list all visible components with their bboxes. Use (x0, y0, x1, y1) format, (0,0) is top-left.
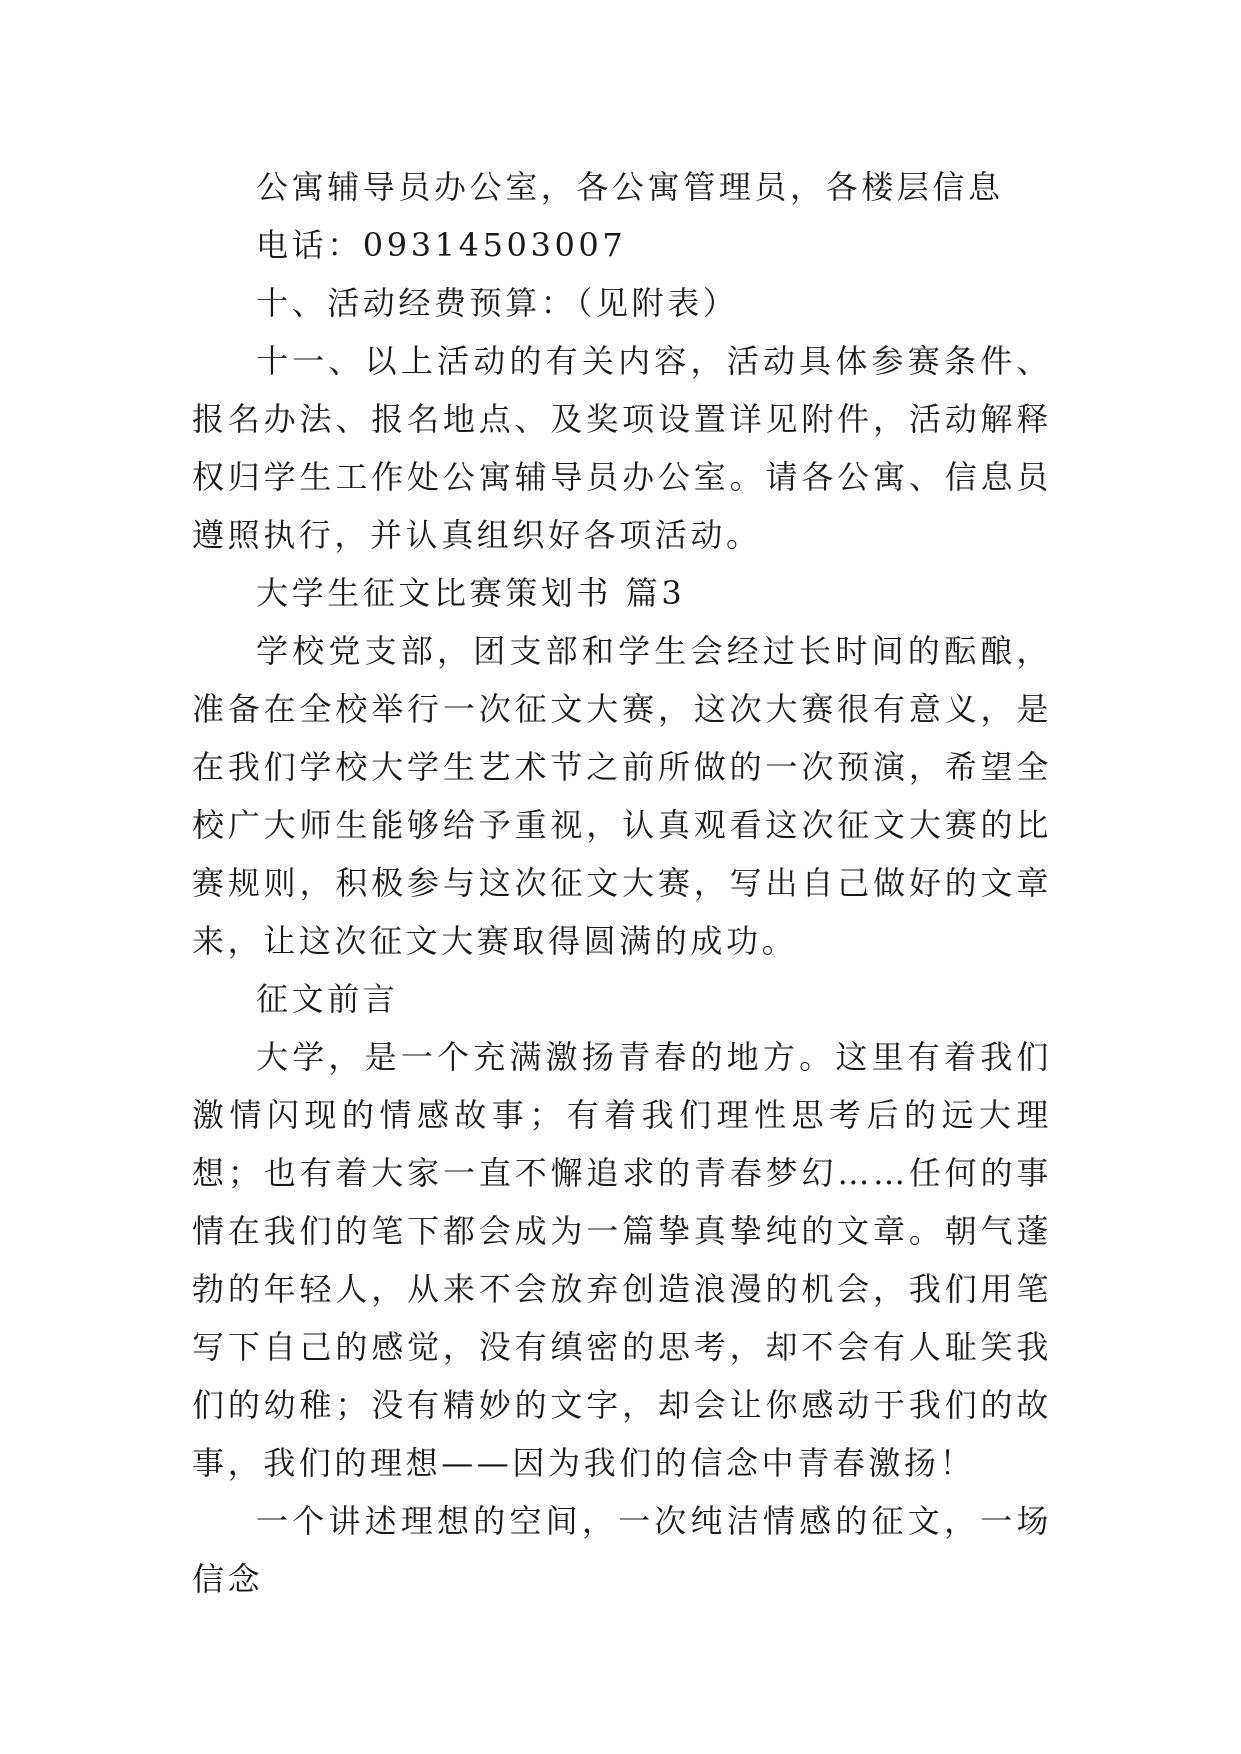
paragraph-notes: 十一、以上活动的有关内容，活动具体参赛条件、报名办法、报名地点、及奖项设置详见附件，活动解释权归学生工作处公寓辅导员办公室。请各公寓、信息员遵照执行，并认真组织好各项活动。 (192, 342, 1052, 554)
paragraph-intro: 学校党支部，团支部和学生会经过长时间的酝酿，准备在全校举行一次征文大赛，这次大赛很有意义，是在我们学校大学生艺术节之前所做的一次预演，希望全校广大师生能够给予重视，认真观看这次征文大赛的比赛规则，积极参与这次征文大赛，写出自己做好的文章来，让这次征文大赛取得圆满的成功。 (192, 632, 1052, 960)
subsection-title: 征文前言 (256, 980, 399, 1018)
section-title: 大学生征文比赛策划书 篇3 (256, 574, 686, 612)
paragraph-preface: 大学，是一个充满激扬青春的地方。这里有着我们激情闪现的情感故事；有着我们理性思考后的远大理想；也有着大家一直不懈追求的青春梦幻……任何的事情在我们的笔下都会成为一篇挚真挚纯的文章。朝气蓬勃的年轻人，从来不会放弃创造浪漫的机会，我们用笔写下自己的感觉，没有缜密的思考，却不会有人耻笑我们的幼稚；没有精妙的文字，却会让你感动于我们的故事，我们的理想——因为我们的信念中青春激扬！ (192, 1038, 1052, 1482)
paragraph-contact-office: 公寓辅导员办公室，各公寓管理员，各楼层信息 (256, 168, 1004, 206)
paragraph-phone: 电话：09314503007 (256, 226, 627, 264)
paragraph-closing: 一个讲述理想的空间，一次纯洁情感的征文，一场信念 (192, 1502, 1052, 1598)
paragraph-budget: 十、活动经费预算：（见附表） (256, 284, 739, 322)
document-body (192, 158, 1052, 1608)
